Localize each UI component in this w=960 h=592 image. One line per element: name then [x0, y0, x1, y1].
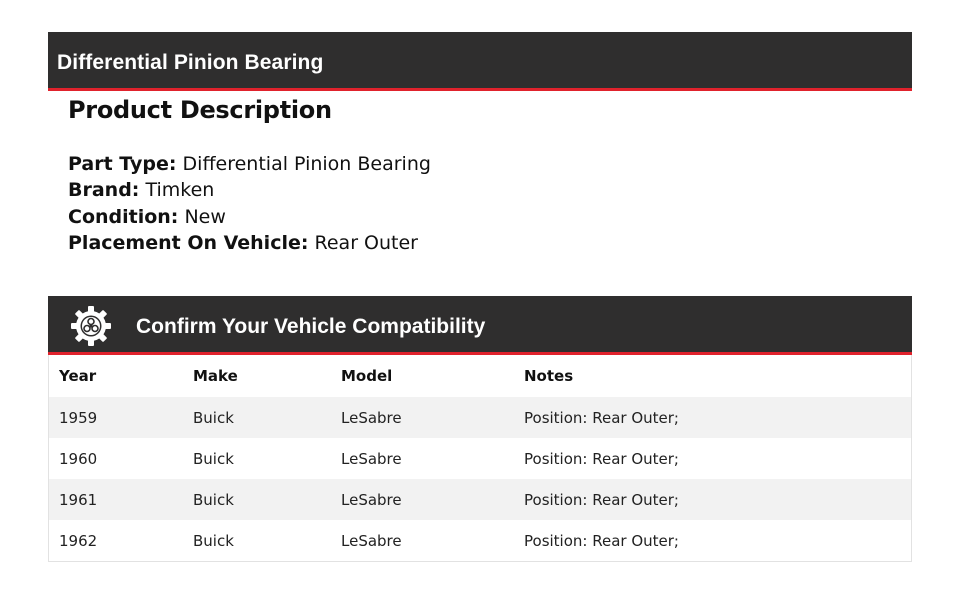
spec-value: New: [184, 205, 226, 228]
cell-make: Buick: [183, 479, 331, 520]
spec-row-part-type: [68, 151, 431, 177]
product-description-section: [68, 96, 332, 124]
column-header-make: Make: [193, 367, 238, 385]
spec-list: [68, 151, 431, 256]
cell-model: LeSabre: [331, 479, 514, 520]
title-banner: [48, 32, 912, 91]
compatibility-title: Confirm Your Vehicle Compatibility: [136, 315, 486, 338]
cell-model: LeSabre: [331, 397, 514, 438]
cell-year: 1962: [59, 531, 98, 550]
cell-make: Buick: [193, 449, 234, 468]
spec-label: Condition:: [68, 205, 179, 228]
cell-model: LeSabre: [341, 449, 402, 468]
cell-notes: Position: Rear Outer;: [514, 397, 911, 438]
cell-notes: Position: Rear Outer;: [514, 479, 911, 520]
table-row: [49, 438, 911, 479]
column-header-year: Year: [59, 367, 97, 385]
table-row: [49, 479, 911, 520]
product-title: Differential Pinion Bearing: [57, 51, 324, 74]
spec-row-brand: [68, 177, 431, 203]
table-row: [49, 397, 911, 438]
spec-label: Part Type:: [68, 153, 177, 175]
spec-value: Rear Outer: [314, 231, 418, 254]
cell-make: Buick: [193, 531, 234, 550]
gear-logo-icon: [70, 305, 112, 347]
cell-notes: Position: Rear Outer;: [524, 449, 679, 468]
table-header-row: [49, 355, 911, 397]
description-heading: Product Description: [68, 96, 332, 124]
compatibility-table: [48, 355, 912, 562]
column-header-model: Model: [341, 367, 393, 385]
spec-row-condition: [68, 204, 431, 230]
spec-label: Brand:: [68, 179, 140, 202]
spec-label: Placement On Vehicle:: [68, 231, 309, 254]
cell-year: 1959: [49, 397, 183, 438]
cell-notes: Position: Rear Outer;: [524, 531, 679, 550]
cell-model: LeSabre: [341, 531, 402, 550]
spec-value: Timken: [145, 179, 215, 202]
spec-row-placement: [68, 230, 431, 256]
cell-make: Buick: [183, 397, 331, 438]
compatibility-banner: [48, 296, 912, 355]
column-header-notes: Notes: [524, 367, 574, 385]
table-row: [49, 520, 911, 561]
cell-year: 1960: [59, 449, 98, 468]
cell-year: 1961: [49, 479, 183, 520]
spec-value: Differential Pinion Bearing: [182, 153, 431, 175]
